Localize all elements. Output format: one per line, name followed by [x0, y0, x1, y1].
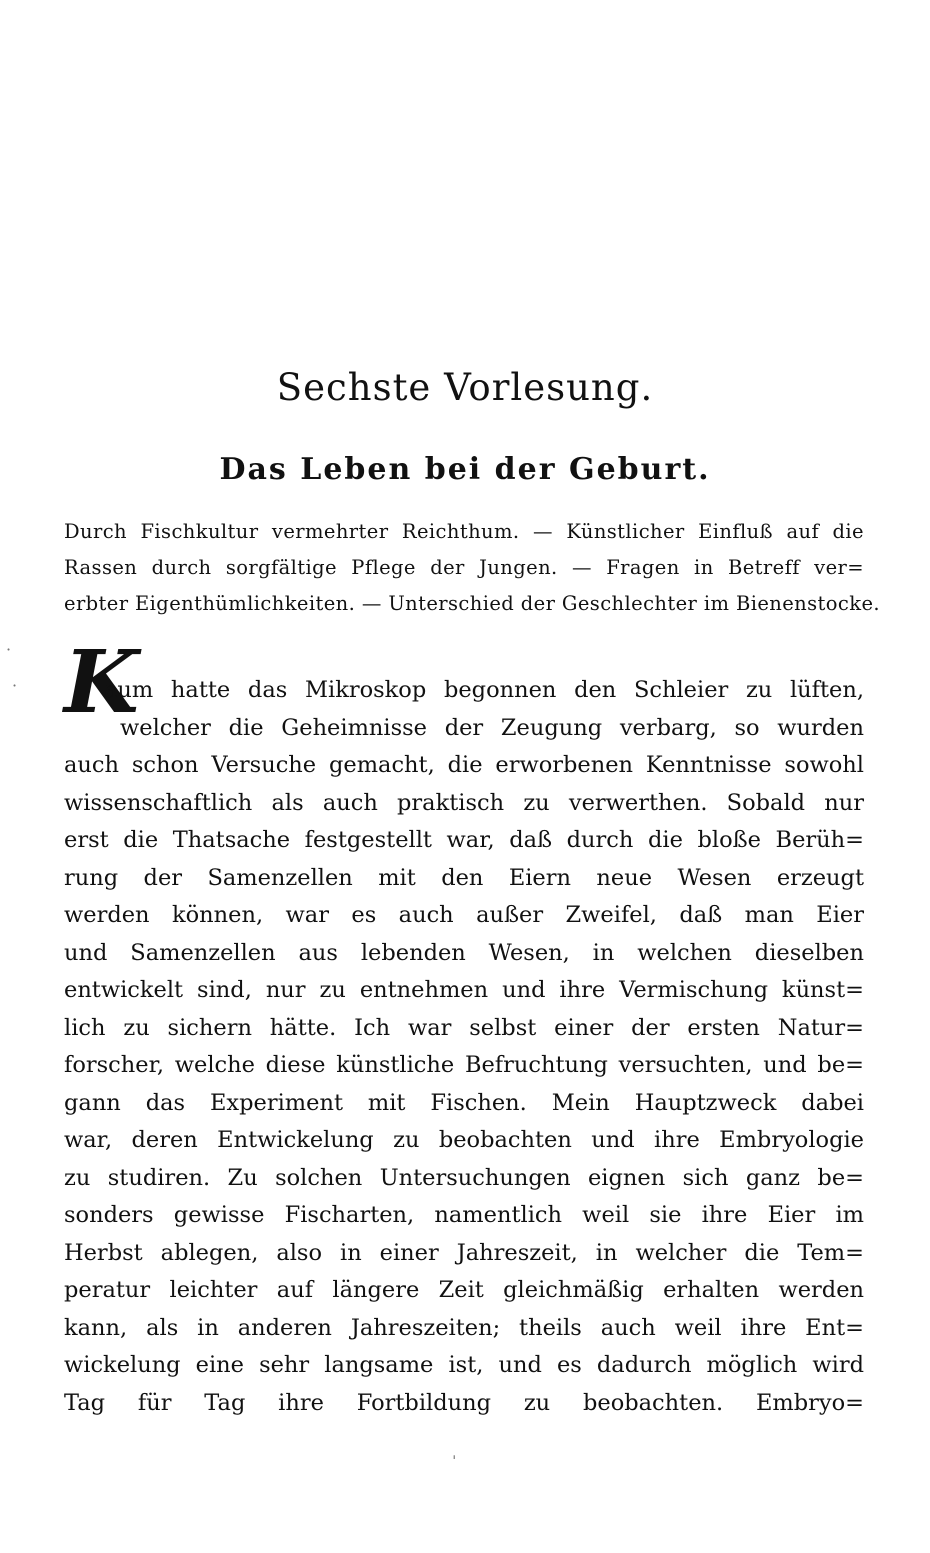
chapter-title: Das Leben bei der Geburt.	[219, 452, 711, 487]
body-line: war, deren Entwickelung zu beobachten und ihre Embryologie	[64, 1127, 864, 1153]
body-line: sonders gewisse Fischarten, namentlich weil sie ihre Eier im	[64, 1202, 864, 1228]
body-line: werden können, war es auch außer Zweifel, daß man Eier	[64, 902, 864, 928]
chapter-summary	[64, 514, 880, 622]
body-line: kann, als in anderen Jahreszeiten; theils auch weil ihre Ent=	[64, 1314, 864, 1341]
body-line: Herbst ablegen, also in einer Jahreszeit, in welcher die Tem=	[64, 1239, 864, 1266]
body-line: lich zu sichern hätte. Ich war selbst einer der ersten Natur=	[64, 1014, 864, 1041]
summary-line: Durch Fischkultur vermehrter Reichthum. — Künstlicher Einfluß auf die	[64, 520, 864, 543]
summary-line: erbter Eigenthümlichkeiten. — Unterschied der Geschlechter im Bienenstocke.	[64, 592, 880, 615]
body-line: welcher die Geheimnisse der Zeugung verbarg, so wurden	[120, 714, 864, 741]
drop-cap: K	[64, 632, 139, 733]
body-line: gann das Experiment mit Fischen. Mein Hauptzweck dabei	[64, 1089, 864, 1116]
scan-speck: ˌ	[452, 1442, 457, 1461]
body-line: und Samenzellen aus lebenden Wesen, in welchen dieselben	[64, 939, 864, 966]
body-text	[64, 672, 864, 1422]
body-line: zu studiren. Zu solchen Untersuchungen eignen sich ganz be=	[64, 1164, 864, 1191]
body-line: wissenschaftlich als auch praktisch zu verwerthen. Sobald nur	[64, 789, 864, 816]
body-line: entwickelt sind, nur zu entnehmen und ihre Vermischung künst=	[64, 977, 864, 1003]
scan-speck: ·	[6, 640, 12, 659]
scan-speck: ·	[12, 676, 18, 695]
body-line: rung der Samenzellen mit den Eiern neue Wesen erzeugt	[64, 864, 864, 891]
body-line: wickelung eine sehr langsame ist, und es dadurch möglich wird	[64, 1352, 864, 1378]
lecture-title: Sechste Vorlesung.	[276, 366, 654, 409]
body-line: forscher, welche diese künstliche Befruchtung versuchten, und be=	[64, 1052, 864, 1078]
body-line: aum hatte das Mikroskop begonnen den Schleier zu lüften,	[104, 677, 864, 703]
body-line: peratur leichter auf längere Zeit gleichmäßig erhalten werden	[64, 1277, 864, 1303]
body-line: Tag für Tag ihre Fortbildung zu beobachten. Embryo=	[64, 1389, 864, 1416]
summary-line: Rassen durch sorgfältige Pflege der Jungen. — Fragen in Betreff ver=	[64, 556, 864, 579]
body-line: erst die Thatsache festgestellt war, daß durch die bloße Berüh=	[64, 827, 864, 853]
body-line: auch schon Versuche gemacht, die erworbenen Kenntnisse sowohl	[64, 752, 864, 778]
